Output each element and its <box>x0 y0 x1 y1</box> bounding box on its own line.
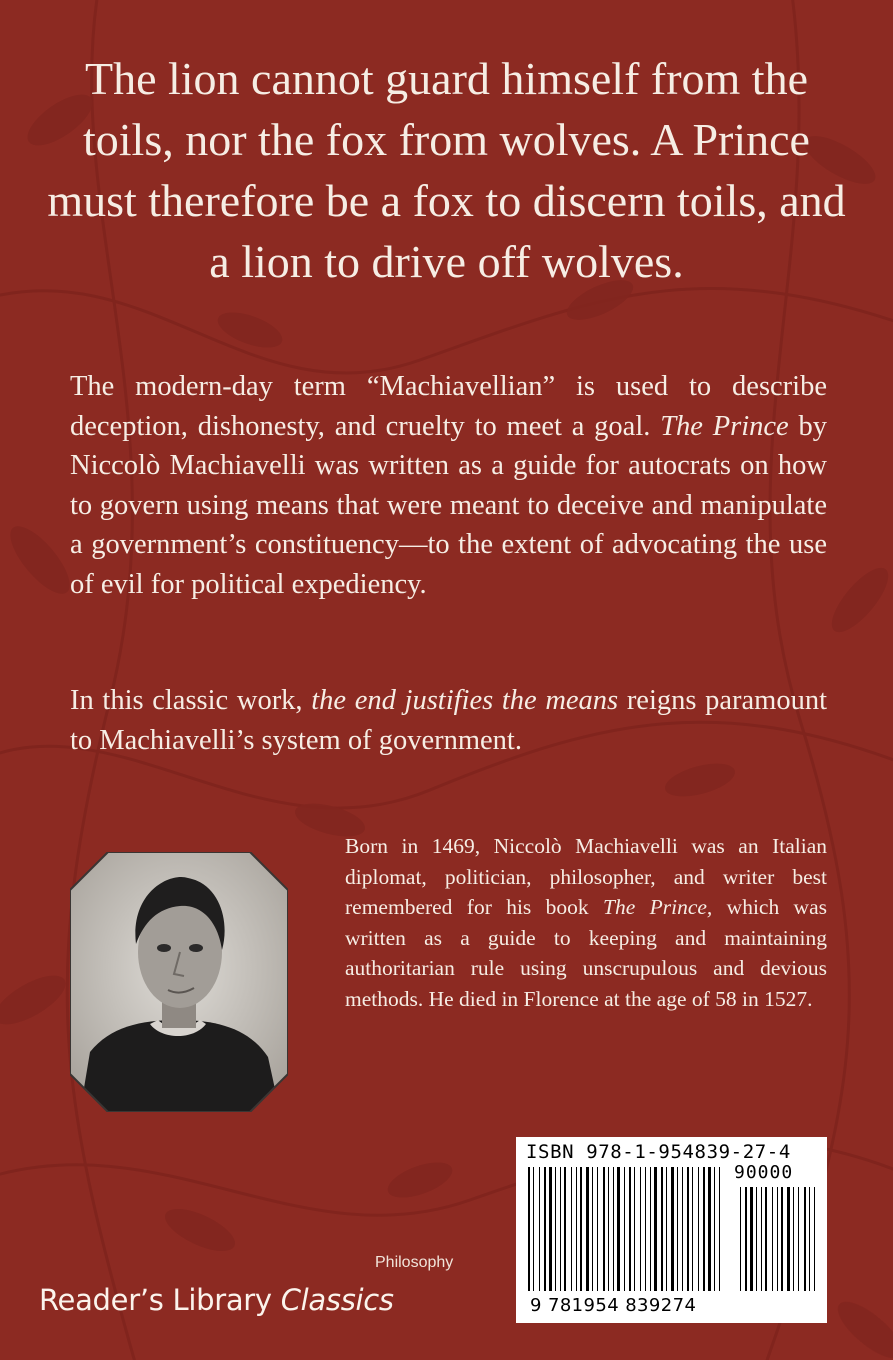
description-text-1b: by Niccolò Machiavelli was written as a guide for autocrats on how to govern using means that were meant to deceive and manipulate a government’s constituency—to the extent of advocating the use of evil for political expediency. <box>70 410 828 600</box>
author-bio-book-title: The Prince, <box>603 895 713 920</box>
pull-quote: The lion cannot guard himself from the toils, nor the fox from wolves. A Prince must therefore be a fox to discern toils, and a lion to drive off wolves. <box>47 53 846 287</box>
author-bio-text-b: which was written as a guide to keeping and maintaining authoritarian rule using unscrupulous and devious methods. He died in Florence at the age of 58 in 1527. <box>345 895 827 1011</box>
description-text-2a: In this classic work, <box>70 685 312 716</box>
imprint-name: Reader’s Library <box>39 1283 272 1317</box>
isbn-text: ISBN 978-1-954839-27-4 <box>526 1141 791 1163</box>
author-portrait <box>70 852 288 1112</box>
author-bio-text-a: Born in 1469, Niccolò Machiavelli was an Italian diplomat, politician, philosopher, and writer best remembered for his book <box>345 834 827 920</box>
barcode-digits: 9 781954 839274 <box>530 1295 697 1316</box>
description-paragraph-1 <box>70 367 827 604</box>
description-text-1a: The modern-day term “Machiavellian” is used to describe deception, dishonesty, and cruelty to meet a goal. <box>70 371 827 442</box>
book-title-italic: The Prince <box>660 410 789 442</box>
description-paragraph-2 <box>70 681 827 760</box>
category-label: Philosophy <box>375 1254 454 1271</box>
publisher-imprint <box>39 1283 394 1317</box>
isbn-barcode <box>516 1137 827 1323</box>
imprint-series: Classics <box>280 1283 394 1317</box>
description-text-2b: reigns paramount to Machiavelli’s system of government. <box>70 685 828 756</box>
price-code: 90000 <box>734 1162 794 1183</box>
author-bio <box>345 831 827 1015</box>
italic-phrase: the end justifies the means <box>311 685 619 716</box>
